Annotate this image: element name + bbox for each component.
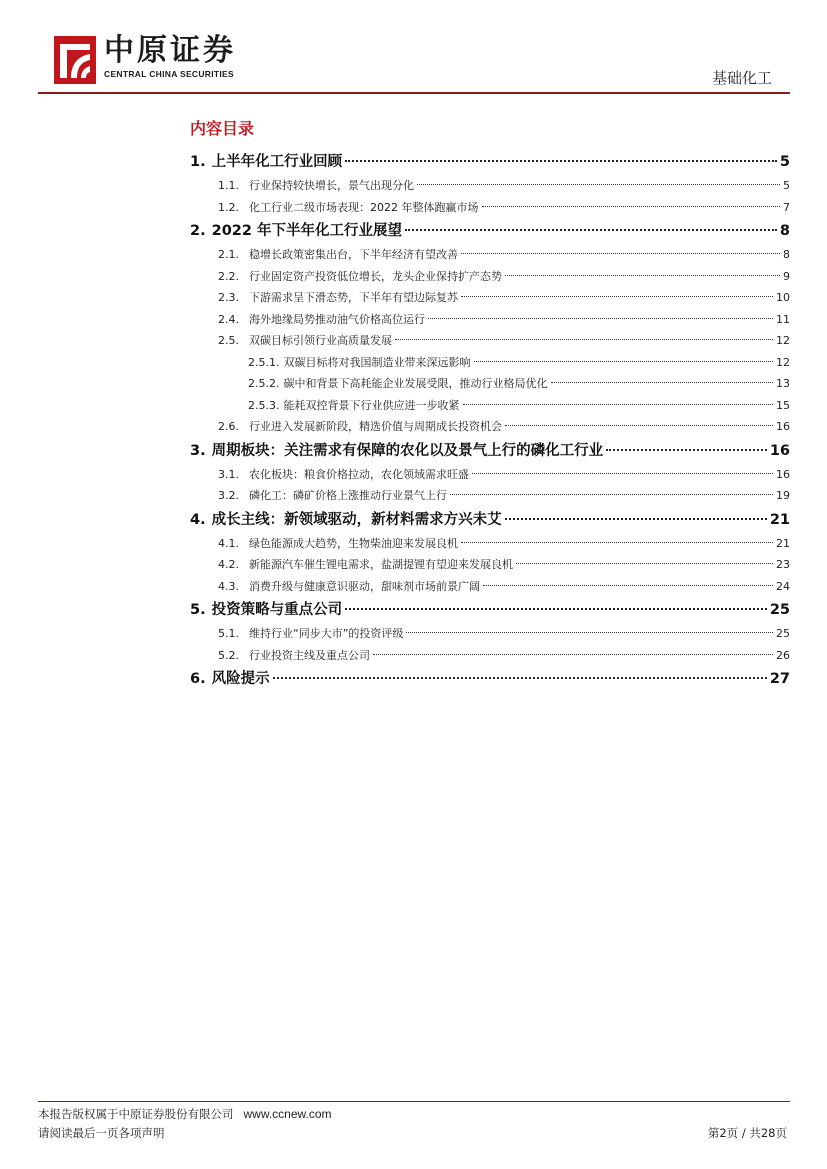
toc-leader-dots <box>551 382 774 383</box>
toc-leader-dots <box>505 518 767 520</box>
toc-entry[interactable] <box>190 352 790 374</box>
toc-entry[interactable] <box>190 554 790 576</box>
toc-entry-number: 1. <box>190 154 206 170</box>
toc-leader-dots <box>428 318 773 319</box>
disclaimer-text: 请阅读最后一页各项声明 <box>38 1126 165 1140</box>
brand-name-cn: 中原证券 <box>104 33 236 68</box>
footer-copyright-line <box>38 1106 332 1122</box>
toc-entry-title: 2022 年下半年化工行业展望 <box>211 223 403 239</box>
toc-entry-page: 27 <box>769 671 790 687</box>
page-number: 第2页 / 共28页 <box>707 1126 787 1140</box>
toc-entry[interactable] <box>190 309 790 331</box>
toc-entry-title: 下游需求呈下滑态势，下半年有望边际复苏 <box>249 291 458 304</box>
toc-entry[interactable] <box>190 623 790 645</box>
toc-entry-title: 能耗双控背景下行业供应进一步收紧 <box>283 398 460 412</box>
toc-entry-page: 8 <box>779 223 790 239</box>
toc-entry-title: 消费升级与健康意识驱动，甜味剂市场前景广阔 <box>249 579 480 593</box>
toc-entry-title: 投资策略与重点公司 <box>211 602 343 618</box>
toc-leader-dots <box>417 184 780 185</box>
toc-entry-title: 农化板块：粮食价格拉动，农化领域需求旺盛 <box>249 467 469 481</box>
toc-entry-number: 5.2. <box>218 648 239 662</box>
toc-entry[interactable] <box>190 597 790 623</box>
toc-entry-page: 8 <box>783 248 790 261</box>
toc-entry-page: 23 <box>776 558 790 571</box>
toc-entry-number: 5. <box>190 602 206 618</box>
toc-title: 内容目录 <box>190 119 255 138</box>
toc-entry-title: 维持行业“同步大市”的投资评级 <box>249 627 404 640</box>
toc-entry-number: 4.3. <box>218 579 239 593</box>
table-of-contents <box>190 116 790 692</box>
toc-leader-dots <box>406 632 773 633</box>
toc-entry[interactable] <box>190 373 790 395</box>
toc-entry-number: 2.3. <box>218 291 239 304</box>
toc-entry-title: 化工行业二级市场表现：2022 年整体跑赢市场 <box>249 200 479 214</box>
toc-entry-number: 2.1. <box>218 248 239 261</box>
toc-leader-dots <box>450 494 773 495</box>
toc-leader-dots <box>474 361 774 362</box>
toc-entry-page: 21 <box>776 536 790 550</box>
toc-entry-number: 2.5.3. <box>248 398 280 412</box>
toc-leader-dots <box>483 585 773 586</box>
toc-entry[interactable] <box>190 244 790 266</box>
toc-entry-page: 10 <box>776 291 790 304</box>
copyright-text: 本报告版权属于中原证券股份有限公司 <box>38 1107 234 1121</box>
toc-entry-page: 15 <box>776 398 790 412</box>
toc-leader-dots <box>273 677 767 679</box>
toc-entry-number: 2.6. <box>218 420 239 433</box>
toc-entry-title: 行业投资主线及重点公司 <box>249 648 370 662</box>
toc-entry[interactable] <box>190 485 790 507</box>
toc-entry-page: 25 <box>769 602 790 618</box>
toc-entry-number: 2.5.2. <box>248 377 280 390</box>
toc-entry-page: 12 <box>776 334 790 347</box>
toc-entry-title: 行业进入发展新阶段，精选价值与周期成长投资机会 <box>249 420 502 433</box>
toc-entry-number: 1.1. <box>218 179 239 192</box>
toc-entry-number: 6. <box>190 671 206 687</box>
toc-entry-number: 3.2. <box>218 489 239 502</box>
toc-entry[interactable] <box>190 438 790 464</box>
toc-entry-page: 9 <box>783 269 790 283</box>
toc-leader-dots <box>505 425 773 426</box>
toc-entry-page: 21 <box>769 511 790 528</box>
toc-entry-number: 2. <box>190 223 206 239</box>
toc-entry-page: 7 <box>783 200 790 214</box>
toc-leader-dots <box>405 229 777 231</box>
toc-leader-dots <box>395 339 773 340</box>
toc-entry-page: 16 <box>776 467 790 481</box>
brand-name-en: CENTRAL CHINA SECURITIES <box>104 69 234 79</box>
toc-entry-title: 新能源汽车催生锂电需求，盐湖提锂有望迎来发展良机 <box>249 558 513 571</box>
toc-leader-dots <box>461 296 773 297</box>
toc-leader-dots <box>461 542 773 543</box>
toc-entry[interactable] <box>190 576 790 598</box>
toc-leader-dots <box>606 449 767 451</box>
toc-entry-title: 上半年化工行业回顾 <box>211 154 343 170</box>
toc-entry[interactable] <box>190 197 790 219</box>
toc-leader-dots <box>345 608 767 610</box>
toc-leader-dots <box>472 473 773 474</box>
company-logo-icon <box>54 36 96 84</box>
toc-entry-title: 磷化工：磷矿价格上涨推动行业景气上行 <box>249 489 447 502</box>
toc-entry[interactable] <box>190 666 790 692</box>
toc-entry[interactable] <box>190 218 790 244</box>
toc-leader-dots <box>505 275 780 276</box>
toc-entry-page: 16 <box>769 442 790 459</box>
toc-entry-title: 海外地缘局势推动油气价格高位运行 <box>249 312 425 326</box>
toc-entry[interactable] <box>190 507 790 533</box>
toc-entry-number: 5.1. <box>218 627 239 640</box>
toc-entry-number: 4. <box>190 511 206 528</box>
toc-leader-dots <box>461 253 780 254</box>
toc-entry-title: 风险提示 <box>211 671 270 687</box>
toc-leader-dots <box>373 654 773 655</box>
toc-entry-number: 2.2. <box>218 269 239 283</box>
toc-entry-page: 24 <box>776 579 790 593</box>
toc-entry-page: 11 <box>776 312 790 326</box>
toc-entry-title: 行业固定资产投资低位增长，龙头企业保持扩产态势 <box>249 269 502 283</box>
toc-entry-number: 2.5.1. <box>248 355 280 369</box>
toc-entry[interactable] <box>190 266 790 288</box>
toc-entry[interactable] <box>190 330 790 352</box>
toc-entry-number: 3.1. <box>218 467 239 481</box>
page-header <box>38 30 790 92</box>
website-link[interactable]: www.ccnew.com <box>243 1107 332 1121</box>
toc-entry-title: 稳增长政策密集出台，下半年经济有望改善 <box>249 248 458 261</box>
toc-entry-title: 双碳目标引领行业高质量发展 <box>249 334 392 347</box>
toc-entry-title: 周期板块：关注需求有保障的农化以及景气上行的磷化工行业 <box>211 442 604 459</box>
report-category: 基础化工 <box>711 69 772 87</box>
toc-entry-page: 5 <box>779 154 790 170</box>
toc-entry-title: 成长主线：新领域驱动，新材料需求方兴未艾 <box>211 511 502 528</box>
toc-entry-number: 2.4. <box>218 312 239 326</box>
toc-entry[interactable] <box>190 149 790 175</box>
toc-entry[interactable] <box>190 287 790 309</box>
toc-leader-dots <box>516 563 773 564</box>
toc-leader-dots <box>482 206 781 207</box>
toc-entry-page: 12 <box>776 355 790 369</box>
toc-entry-number: 1.2. <box>218 200 239 214</box>
toc-entry[interactable] <box>190 464 790 486</box>
toc-leader-dots <box>463 404 774 405</box>
toc-entry-title: 双碳目标将对我国制造业带来深远影响 <box>283 355 471 369</box>
toc-entry-number: 4.2. <box>218 558 239 571</box>
toc-entry-page: 16 <box>776 420 790 433</box>
footer-divider <box>38 1101 790 1102</box>
toc-entry-page: 19 <box>776 489 790 502</box>
toc-entry-title: 绿色能源成大趋势，生物柴油迎来发展良机 <box>249 536 458 550</box>
header-divider <box>38 92 790 94</box>
toc-entry[interactable] <box>190 645 790 667</box>
toc-list <box>190 149 790 692</box>
toc-entry-page: 26 <box>776 648 790 662</box>
toc-entry-title: 碳中和背景下高耗能企业发展受限，推动行业格局优化 <box>283 377 548 390</box>
toc-entry-title: 行业保持较快增长，景气出现分化 <box>249 179 414 192</box>
toc-leader-dots <box>345 160 777 162</box>
toc-entry[interactable] <box>190 533 790 555</box>
toc-entry-page: 13 <box>776 377 790 390</box>
toc-entry[interactable] <box>190 175 790 197</box>
toc-entry-number: 2.5. <box>218 334 239 347</box>
toc-entry[interactable] <box>190 395 790 417</box>
toc-entry-page: 5 <box>783 179 790 192</box>
toc-entry-number: 4.1. <box>218 536 239 550</box>
toc-entry-number: 3. <box>190 442 206 459</box>
toc-entry[interactable] <box>190 416 790 438</box>
toc-entry-page: 25 <box>776 627 790 640</box>
